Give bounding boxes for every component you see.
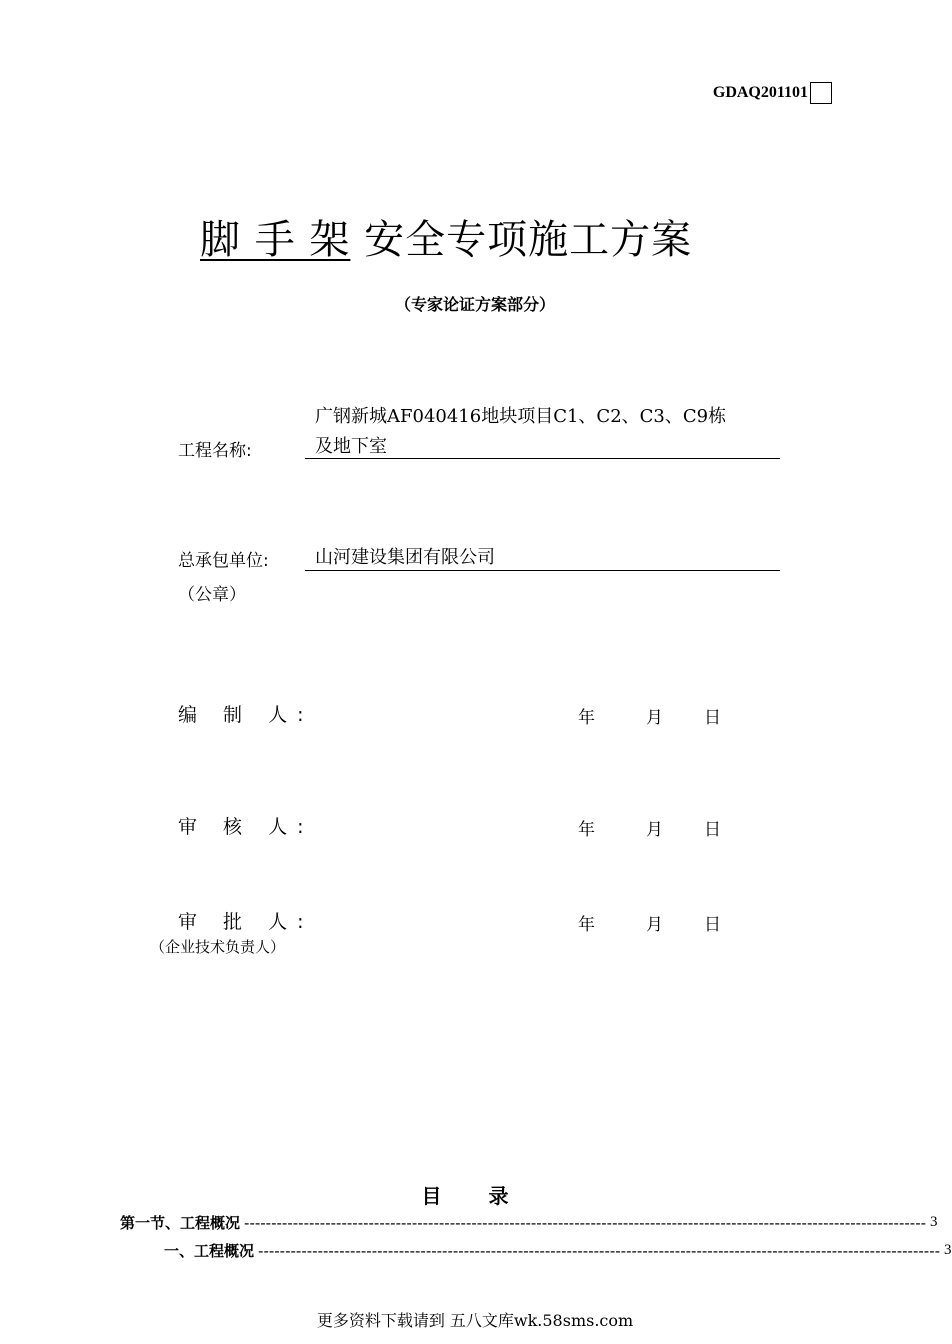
project-name-underline: [305, 458, 780, 459]
footer-note: 更多资料下载请到 五八文库wk.58sms.com: [316, 1311, 634, 1330]
day-label: 日: [704, 820, 721, 840]
project-name-value-line1: 广钢新城AF040416地块项目C1、C2、C3、C9栋: [315, 406, 727, 427]
day-label: 日: [704, 708, 721, 728]
contractor-underline: [305, 570, 780, 571]
day-label: 日: [704, 915, 721, 935]
project-name-value-line2: 及地下室: [315, 436, 387, 457]
toc-entry-text: 工程概况: [194, 1242, 255, 1260]
approver-label: 审 批 人:: [178, 911, 314, 933]
toc-title: 目 录: [421, 1184, 529, 1208]
approver-note: （企业技术负责人）: [150, 938, 286, 956]
page-subtitle: （专家论证方案部分）: [394, 295, 555, 314]
month-label: 月: [646, 915, 663, 935]
toc-entry-page: 3: [930, 1214, 938, 1230]
toc-leader: ------------------------------------------------------------------------------------------------------------------------------: [244, 1213, 927, 1232]
contractor-value: 山河建设集团有限公司: [315, 547, 495, 568]
title-main-part: 安全专项施工方案: [364, 217, 693, 263]
compiler-label: 编 制 人:: [178, 704, 314, 726]
toc-entry-page: 3: [944, 1242, 952, 1258]
month-label: 月: [646, 820, 663, 840]
year-label: 年: [578, 820, 595, 840]
year-label: 年: [578, 915, 595, 935]
page-title: [200, 208, 692, 265]
toc-entry[interactable]: [120, 1240, 952, 1261]
document-code: [713, 82, 832, 104]
project-name-label: 工程名称:: [178, 441, 252, 461]
month-label: 月: [646, 708, 663, 728]
compiler-date: [578, 703, 721, 728]
year-label: 年: [578, 708, 595, 728]
approver-date: [578, 910, 721, 935]
reviewer-label: 审 核 人:: [178, 816, 314, 838]
title-underlined-part: 脚 手 架: [200, 217, 351, 263]
contractor-label: 总承包单位:: [178, 551, 269, 571]
toc-entry-number: 第一节、: [120, 1214, 181, 1232]
reviewer-date: [578, 815, 721, 840]
document-code-box: [810, 82, 832, 104]
toc-entry[interactable]: [120, 1212, 938, 1233]
document-code-text: GDAQ201101: [712, 84, 808, 101]
toc-leader: ------------------------------------------------------------------------------------------------------------------------------: [258, 1241, 941, 1260]
contractor-seal-note: （公章）: [178, 585, 246, 605]
toc-entry-number: 一、: [164, 1242, 195, 1260]
toc-entry-text: 工程概况: [180, 1214, 241, 1232]
